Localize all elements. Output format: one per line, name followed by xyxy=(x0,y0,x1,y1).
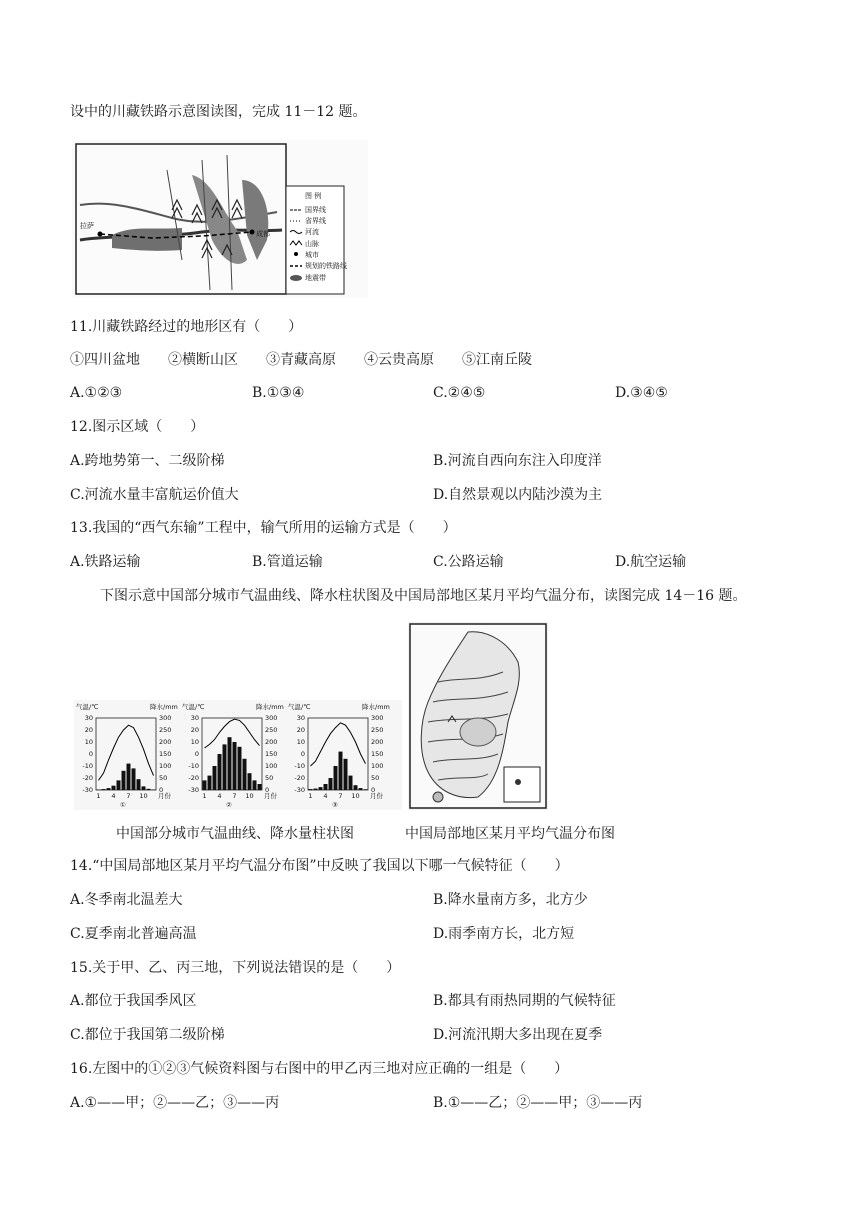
month-tick-label: 4 xyxy=(217,792,222,800)
temp-tick-label: 20 xyxy=(190,726,199,734)
q11-option-c[interactable]: C.②④⑤ xyxy=(433,385,486,401)
q13-option-c[interactable]: C.公路运输 xyxy=(433,554,504,570)
precip-bar xyxy=(102,789,106,790)
month-tick-label: 4 xyxy=(111,792,116,800)
q14-stem: 14.“中国局部地区某月平均气温分布图”中反映了我国以下哪一气候特征（ ） xyxy=(70,858,569,874)
legend-item: 山脉 xyxy=(305,240,319,248)
temp-tick-label: 0 xyxy=(88,750,93,758)
precip-bar xyxy=(314,789,318,790)
temp-axis-label: 气温/℃ xyxy=(288,703,311,711)
precip-tick-label: 50 xyxy=(159,774,168,782)
precip-tick-label: 100 xyxy=(371,762,384,770)
precip-bar xyxy=(107,788,111,790)
precip-bar xyxy=(213,766,217,790)
china-map-svg xyxy=(408,622,548,810)
q15-option-d[interactable]: D.河流汛期大多出现在夏季 xyxy=(433,1027,603,1043)
temp-tick-label: 10 xyxy=(296,738,305,746)
climate-charts-svg xyxy=(74,700,402,810)
plot-frame xyxy=(308,718,368,790)
climate-chart-1 xyxy=(76,702,178,809)
q12-option-d[interactable]: D.自然景观以内陆沙漠为主 xyxy=(433,487,603,503)
temp-curve xyxy=(311,723,366,766)
precip-tick-label: 150 xyxy=(371,750,384,758)
q11-stem: 11.川藏铁路经过的地形区有（ ） xyxy=(70,319,303,335)
precip-tick-label: 300 xyxy=(265,714,278,722)
temp-tick-label: -20 xyxy=(188,774,199,782)
temp-tick-label: 20 xyxy=(84,726,93,734)
temp-tick-label: 20 xyxy=(296,726,305,734)
temp-tick-label: -30 xyxy=(82,786,93,794)
temp-tick-label: 10 xyxy=(190,738,199,746)
precip-tick-label: 150 xyxy=(159,750,172,758)
precip-bar xyxy=(359,788,363,790)
precip-bar xyxy=(334,766,338,790)
month-tick-label: 4 xyxy=(323,792,328,800)
q14-option-d[interactable]: D.雨季南方长，北方短 xyxy=(433,926,575,942)
q12-stem: 12.图示区域（ ） xyxy=(70,419,205,435)
precip-bar xyxy=(344,759,348,790)
q12-option-a[interactable]: A.跨地势第一、二级阶梯 xyxy=(70,453,225,469)
precip-bar xyxy=(339,752,343,790)
month-tick-label: 1 xyxy=(202,792,207,800)
temp-tick-label: 10 xyxy=(84,738,93,746)
q11-option-a[interactable]: A.①②③ xyxy=(70,385,123,401)
legend-title: 图 例 xyxy=(305,192,322,200)
chengdu-label: 成都 xyxy=(256,230,270,238)
q15-option-a[interactable]: A.都位于我国季风区 xyxy=(70,993,197,1009)
precip-tick-label: 0 xyxy=(159,786,164,794)
precip-tick-label: 300 xyxy=(371,714,384,722)
temp-tick-label: -30 xyxy=(294,786,305,794)
precip-bar xyxy=(112,786,116,790)
precip-axis-label: 降水/mm xyxy=(150,703,178,711)
chart-id-label: ② xyxy=(226,801,232,809)
precip-axis-label: 降水/mm xyxy=(256,703,284,711)
legend-item: 规划的铁路线 xyxy=(305,262,347,270)
q15-stem: 15.关于甲、乙、丙三地，下列说法错误的是（ ） xyxy=(70,960,401,976)
precip-tick-label: 150 xyxy=(265,750,278,758)
q12-option-c[interactable]: C.河流水量丰富航运价值大 xyxy=(70,487,239,503)
q16-option-b[interactable]: B.①——乙；②——甲；③——丙 xyxy=(433,1095,643,1111)
precip-tick-label: 250 xyxy=(159,726,172,734)
q14-option-c[interactable]: C.夏季南北普遍高温 xyxy=(70,926,197,942)
precip-tick-label: 100 xyxy=(265,762,278,770)
month-tick-label: 1 xyxy=(96,792,101,800)
precip-bar xyxy=(122,771,126,790)
precip-bar xyxy=(147,789,151,790)
legend-item: 省界线 xyxy=(305,217,326,225)
caption-climate-charts: 中国部分城市气温曲线、降水量柱状图 xyxy=(116,826,354,842)
precip-tick-label: 250 xyxy=(265,726,278,734)
q16-stem: 16.左图中的①②③气候资料图与右图中的甲乙丙三地对应正确的一组是（ ） xyxy=(70,1061,569,1077)
precip-bar xyxy=(329,778,333,790)
month-tick-label: 7 xyxy=(338,792,343,800)
q16-option-a[interactable]: A.①——甲；②——乙；③——丙 xyxy=(70,1095,280,1111)
temp-tick-label: -20 xyxy=(82,774,93,782)
temp-tick-label: 0 xyxy=(300,750,305,758)
precip-bar xyxy=(248,773,252,790)
month-tick-label: 10 xyxy=(245,792,254,800)
month-unit-label: 月份 xyxy=(370,792,383,800)
precip-bar xyxy=(319,787,323,790)
legend-item: 国界线 xyxy=(305,206,326,214)
climate-chart-2 xyxy=(182,702,284,809)
climate-chart-3 xyxy=(288,702,390,809)
q15-option-c[interactable]: C.都位于我国第二级阶梯 xyxy=(70,1027,225,1043)
q11-items: ①四川盆地 ②横断山区 ③青藏高原 ④云贵高原 ⑤江南丘陵 xyxy=(70,352,532,368)
railway-map xyxy=(72,140,368,298)
precip-bar xyxy=(364,789,368,790)
month-unit-label: 月份 xyxy=(264,792,277,800)
precip-bar xyxy=(238,747,242,790)
lhasa-label: 拉萨 xyxy=(80,222,94,230)
precip-bar xyxy=(208,776,212,790)
railway-map-svg xyxy=(72,140,368,298)
precip-bar xyxy=(309,789,313,790)
month-tick-label: 7 xyxy=(232,792,237,800)
precip-tick-label: 250 xyxy=(371,726,384,734)
precip-bar xyxy=(258,784,262,790)
precip-tick-label: 200 xyxy=(159,738,172,746)
temp-tick-label: 0 xyxy=(194,750,199,758)
precip-bar xyxy=(349,776,353,790)
q12-option-b[interactable]: B.河流自西向东注入印度洋 xyxy=(433,453,602,469)
precip-tick-label: 50 xyxy=(265,774,274,782)
chart-id-label: ① xyxy=(120,801,126,809)
q13-stem: 13.我国的“西气东输”工程中，输气所用的运输方式是（ ） xyxy=(70,520,457,536)
q11-option-d[interactable]: D.③④⑤ xyxy=(615,385,668,401)
precip-bar xyxy=(223,744,227,790)
legend-item: 地震带 xyxy=(305,274,326,282)
q14-option-b[interactable]: B.降水量南方多，北方少 xyxy=(433,892,588,908)
precip-bar xyxy=(117,780,121,790)
precip-bar xyxy=(354,785,358,790)
month-tick-label: 7 xyxy=(126,792,131,800)
climate-charts xyxy=(74,700,402,810)
precip-bar xyxy=(142,786,146,790)
precip-bar xyxy=(233,742,237,790)
temp-curve xyxy=(99,725,154,780)
precip-bar xyxy=(127,764,131,790)
q11-option-b[interactable]: B.①③④ xyxy=(252,385,305,401)
q13-option-d[interactable]: D.航空运输 xyxy=(615,554,687,570)
precip-axis-label: 降水/mm xyxy=(362,703,390,711)
temp-tick-label: -30 xyxy=(188,786,199,794)
month-tick-label: 10 xyxy=(351,792,360,800)
q14-option-a[interactable]: A.冬季南北温差大 xyxy=(70,892,183,908)
precip-bar xyxy=(253,780,257,790)
q13-option-b[interactable]: B.管道运输 xyxy=(252,554,323,570)
precip-bar xyxy=(228,737,232,790)
temp-axis-label: 气温/℃ xyxy=(182,703,205,711)
chart-id-label: ③ xyxy=(332,801,338,809)
q13-option-a[interactable]: A.铁路运输 xyxy=(70,554,141,570)
precip-bar xyxy=(324,784,328,790)
legend-item: 城市 xyxy=(305,251,319,259)
precip-bar xyxy=(203,780,207,790)
temp-tick-label: 30 xyxy=(190,714,199,722)
precip-tick-label: 200 xyxy=(371,738,384,746)
q15-option-b[interactable]: B.都具有雨热同期的气候特征 xyxy=(433,993,616,1009)
china-temperature-map xyxy=(408,622,548,810)
temp-tick-label: -10 xyxy=(82,762,93,770)
precip-tick-label: 300 xyxy=(159,714,172,722)
temp-axis-label: 气温/℃ xyxy=(76,703,99,711)
question-intro: 设中的川藏铁路示意图读图，完成 11－12 题。 xyxy=(70,104,367,120)
temp-tick-label: -10 xyxy=(294,762,305,770)
month-unit-label: 月份 xyxy=(158,792,171,800)
precip-tick-label: 50 xyxy=(371,774,380,782)
month-tick-label: 1 xyxy=(308,792,313,800)
temp-curve xyxy=(205,719,260,748)
legend-item: 河流 xyxy=(305,228,319,236)
temp-tick-label: -10 xyxy=(188,762,199,770)
precip-tick-label: 100 xyxy=(159,762,172,770)
precip-tick-label: 0 xyxy=(265,786,270,794)
precip-bar xyxy=(137,779,141,790)
temp-tick-label: 30 xyxy=(84,714,93,722)
precip-bar xyxy=(243,759,247,790)
temp-tick-label: 30 xyxy=(296,714,305,722)
plot-frame xyxy=(96,718,156,790)
precip-bar xyxy=(218,754,222,790)
temp-tick-label: -20 xyxy=(294,774,305,782)
month-tick-label: 10 xyxy=(139,792,148,800)
precip-bar xyxy=(132,768,136,790)
question-intro-2: 下图示意中国部分城市气温曲线、降水柱状图及中国局部地区某月平均气温分布，读图完成 14－16 题。 xyxy=(100,588,747,604)
precip-tick-label: 200 xyxy=(265,738,278,746)
precip-tick-label: 0 xyxy=(371,786,376,794)
caption-temperature-map: 中国局部地区某月平均气温分布图 xyxy=(405,826,615,842)
